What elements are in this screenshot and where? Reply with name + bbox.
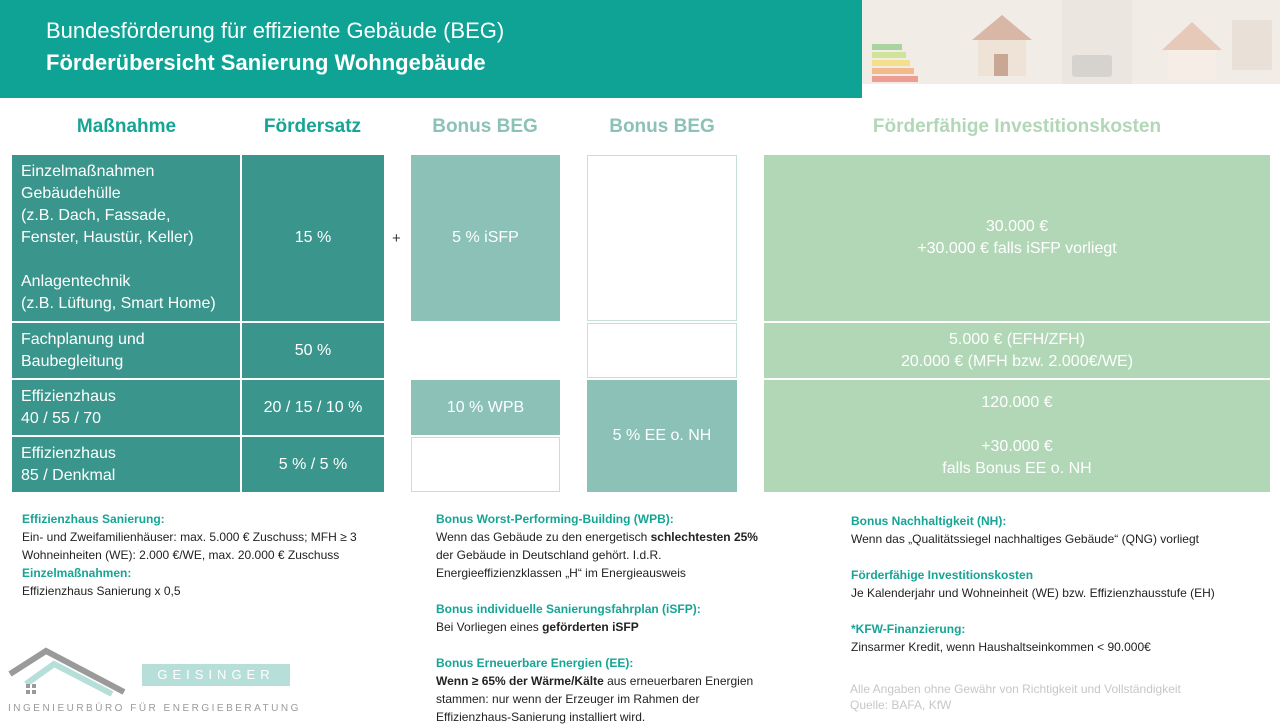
row3-bonus-wpb: 10 % WPB bbox=[411, 380, 560, 435]
row34-costs-line: 120.000 € bbox=[981, 394, 1053, 411]
note-bold: schlechtesten 25% bbox=[650, 530, 758, 544]
note-line: Effizienzhaus Sanierung x 0,5 bbox=[22, 584, 181, 598]
page-title: Bundesförderung für effiziente Gebäude (BEG) bbox=[46, 18, 505, 43]
row2-rate: 50 % bbox=[242, 323, 384, 378]
note-line: Ein- und Zweifamilienhäuser: max. 5.000 € Zuschuss; MFH ≥ 3 bbox=[22, 530, 357, 544]
col-header-investitionskosten: Förderfähige Investitionskosten bbox=[872, 116, 1162, 137]
col-header-bonus-beg-1: Bonus BEG bbox=[432, 116, 538, 137]
page-subtitle: Förderübersicht Sanierung Wohngebäude bbox=[46, 50, 486, 75]
note-line: stammen: nur wenn der Erzeuger im Rahmen der bbox=[436, 692, 700, 706]
note-line: Effizienzhaus-Sanierung installiert wird. bbox=[436, 710, 646, 724]
bonus-ee-nh: 5 % EE o. NH bbox=[587, 380, 737, 492]
note-line bbox=[436, 528, 816, 546]
row3-measure-line: 40 / 55 / 70 bbox=[21, 409, 102, 427]
note-spacer bbox=[436, 582, 816, 600]
row4-measure bbox=[12, 437, 240, 492]
notes-middle bbox=[436, 510, 816, 726]
notes-right bbox=[851, 512, 1271, 656]
row34-costs bbox=[764, 380, 1270, 492]
note-line: der Gebäude in Deutschland gehört. I.d.R. bbox=[436, 548, 662, 562]
row1-measure-line: Fenster, Haustür, Keller) bbox=[21, 229, 194, 246]
header-banner bbox=[0, 0, 862, 98]
disclaimer-line: Alle Angaben ohne Gewähr von Richtigkeit und Vollständigkeit bbox=[850, 682, 1181, 696]
row1-costs bbox=[764, 155, 1270, 321]
row2-costs-line: 5.000 € (EFH/ZFH) bbox=[948, 330, 1085, 348]
row1-bonus-isfp: 5 % iSFP bbox=[411, 155, 560, 321]
note-line bbox=[436, 672, 816, 690]
house-energy-photo-icon bbox=[862, 0, 1280, 84]
note-text: Bei Vorliegen eines bbox=[436, 620, 543, 634]
row3-measure bbox=[12, 380, 240, 435]
row1-measure-spacer bbox=[21, 249, 216, 271]
note-text: Wenn das Gebäude zu den energetisch bbox=[436, 530, 651, 544]
row2-measure-line: Fachplanung und bbox=[21, 330, 145, 348]
note-line: Energieeffizienzklassen „H“ im Energieausweis bbox=[436, 566, 686, 580]
note-bold: geförderten iSFP bbox=[542, 620, 639, 634]
row4-bonus-empty bbox=[411, 437, 560, 492]
col-header-bonus-beg-2: Bonus BEG bbox=[609, 116, 715, 137]
row2-measure bbox=[12, 323, 240, 378]
row4-rate: 5 % / 5 % bbox=[242, 437, 384, 492]
row1-measure-line: (z.B. Dach, Fassade, bbox=[21, 207, 171, 224]
note-title-einzelmassnahmen: Einzelmaßnahmen: bbox=[22, 566, 132, 580]
note-spacer bbox=[851, 548, 1271, 566]
source-line: Quelle: BAFA, KfW bbox=[850, 698, 952, 712]
col-header-foerdersatz: Fördersatz bbox=[263, 116, 362, 137]
logo-name: GEISINGER bbox=[142, 664, 290, 686]
note-title-ee: Bonus Erneuerbare Energien (EE): bbox=[436, 656, 634, 670]
note-line: Zinsarmer Kredit, wenn Haushaltseinkommen < 90.000€ bbox=[851, 640, 1151, 654]
row1-measure-line: (z.B. Lüftung, Smart Home) bbox=[21, 295, 216, 312]
notes-left bbox=[22, 510, 402, 600]
row1-measure-line: Gebäudehülle bbox=[21, 185, 121, 202]
row3-rate: 20 / 15 / 10 % bbox=[242, 380, 384, 435]
header-photo bbox=[862, 0, 1280, 84]
logo-tagline: INGENIEURBÜRO FÜR ENERGIEBERATUNG bbox=[8, 703, 301, 714]
note-text: aus erneuerbaren Energien bbox=[603, 674, 754, 688]
row1-measure bbox=[12, 155, 240, 321]
row2-costs bbox=[764, 323, 1270, 378]
row1-bonus2-empty bbox=[587, 155, 737, 321]
row4-measure-line: Effizienzhaus bbox=[21, 444, 116, 462]
row1-measure-line: Einzelmaßnahmen bbox=[21, 163, 155, 180]
note-title-isfp: Bonus individuelle Sanierungsfahrplan (iSFP): bbox=[436, 602, 701, 616]
row4-measure-line: 85 / Denkmal bbox=[21, 466, 116, 484]
row34-costs-line: +30.000 € bbox=[981, 438, 1053, 455]
note-spacer bbox=[436, 636, 816, 654]
note-line: Wenn das „Qualitätssiegel nachhaltiges Gebäude“ (QNG) vorliegt bbox=[851, 532, 1199, 546]
plus-sign: + bbox=[392, 230, 401, 247]
row2-bonus2-empty bbox=[587, 323, 737, 378]
disclaimer bbox=[850, 681, 1181, 713]
note-title-investitionskosten: Förderfähige Investitionskosten bbox=[851, 568, 1034, 582]
note-spacer bbox=[851, 602, 1271, 620]
note-line: Je Kalenderjahr und Wohneinheit (WE) bzw. Effizienzhausstufe (EH) bbox=[851, 586, 1215, 600]
row2-measure-line: Baubegleitung bbox=[21, 352, 124, 370]
row2-costs-line: 20.000 € (MFH bzw. 2.000€/WE) bbox=[900, 352, 1134, 370]
row1-rate: 15 % bbox=[242, 155, 384, 321]
note-bold: Wenn ≥ 65% der Wärme/Kälte bbox=[436, 674, 604, 688]
note-title-kfw: *KFW-Finanzierung: bbox=[851, 622, 966, 636]
roof-logo-icon bbox=[8, 646, 128, 696]
row1-costs-line: 30.000 € bbox=[985, 218, 1049, 235]
row1-costs-line: +30.000 € falls iSFP vorliegt bbox=[917, 240, 1117, 257]
row1-measure-line: Anlagentechnik bbox=[21, 273, 131, 290]
note-title-wpb: Bonus Worst-Performing-Building (WPB): bbox=[436, 512, 674, 526]
logo-roof bbox=[8, 646, 128, 696]
row34-costs-spacer bbox=[942, 414, 1091, 436]
note-line: Wohneinheiten (WE): 2.000 €/WE, max. 20.000 € Zuschuss bbox=[22, 548, 340, 562]
row34-costs-line: falls Bonus EE o. NH bbox=[942, 460, 1092, 477]
note-title-effizienzhaus: Effizienzhaus Sanierung: bbox=[22, 512, 165, 526]
note-line bbox=[436, 618, 816, 636]
col-header-massnahme: Maßnahme bbox=[76, 116, 177, 137]
row3-measure-line: Effizienzhaus bbox=[21, 387, 116, 405]
note-title-nh: Bonus Nachhaltigkeit (NH): bbox=[851, 514, 1007, 528]
